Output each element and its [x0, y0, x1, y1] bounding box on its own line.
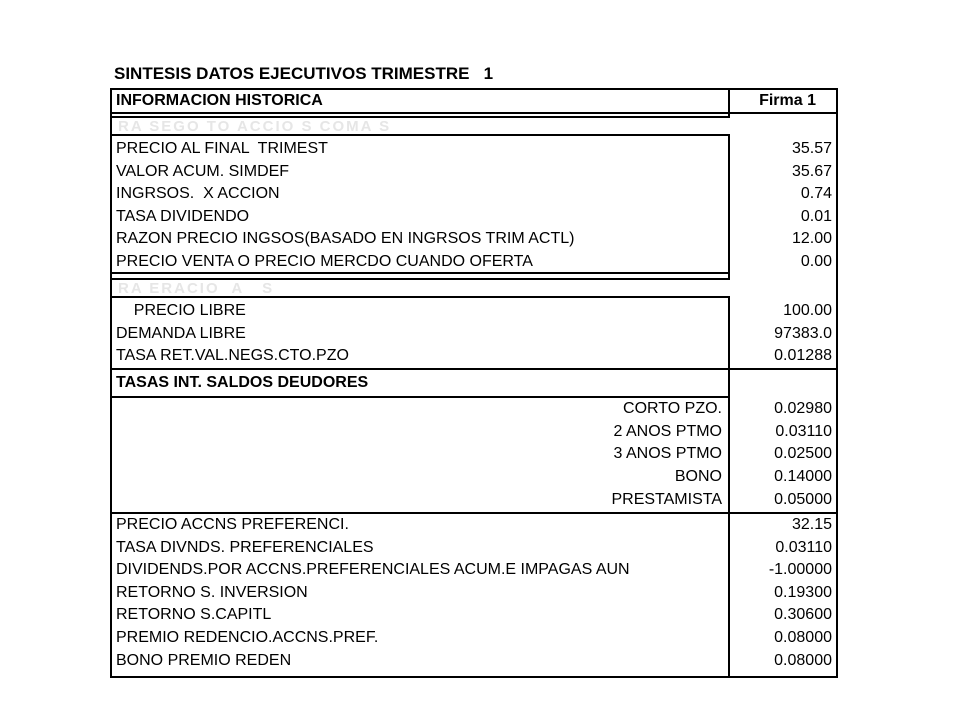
summary-table — [110, 88, 838, 678]
row-label: BONO — [674, 468, 722, 486]
table-row — [112, 466, 836, 488]
table-row — [112, 537, 836, 559]
row-label: PRECIO LIBRE — [116, 302, 246, 319]
row-label: RETORNO S.CAPITL — [116, 606, 272, 624]
band-2-text: RA ERACIO A S — [118, 280, 275, 297]
firm-label: Firma 1 — [759, 92, 816, 109]
table-row — [112, 443, 836, 465]
table-row — [112, 323, 836, 345]
row-label: RAZON PRECIO INGSOS(BASADO EN INGRSOS TRIM ACTL) — [116, 230, 575, 247]
row-label: 3 ANOS PTMO — [613, 445, 722, 463]
row-value: 35.67 — [791, 162, 832, 180]
row-value: 0.01288 — [774, 347, 832, 364]
table-row — [112, 161, 836, 183]
row-value: 35.57 — [791, 140, 832, 157]
row-label: RETORNO S. INVERSION — [116, 583, 308, 601]
row-label: PRECIO VENTA O PRECIO MERCDO CUANDO OFERTA — [116, 252, 533, 270]
table-row — [112, 627, 836, 649]
table-row — [112, 398, 836, 420]
section-band-2 — [112, 278, 730, 298]
table-row — [112, 421, 836, 443]
row-label: 2 ANOS PTMO — [613, 422, 722, 440]
row-value: 0.03110 — [775, 422, 832, 440]
table-row — [112, 206, 836, 228]
row-value: -1.00000 — [768, 561, 832, 579]
table-row — [112, 514, 836, 536]
table-row — [112, 650, 836, 672]
row-label: PRECIO AL FINAL TRIMEST — [116, 140, 328, 157]
table-row — [112, 138, 836, 160]
row-value: 0.02980 — [774, 400, 832, 417]
row-label: PREMIO REDENCIO.ACCNS.PREF. — [116, 629, 379, 646]
rates-header: TASAS INT. SALDOS DEUDORES — [116, 374, 369, 391]
row-label: PRECIO ACCNS PREFERENCI. — [116, 516, 349, 533]
row-value: 0.30600 — [774, 606, 832, 624]
rates-header-row — [112, 372, 836, 394]
row-label: DIVIDENDS.POR ACCNS.PREFERENCIALES ACUM.E IMPAGAS AUN — [116, 561, 630, 579]
row-value: 0.74 — [800, 185, 832, 202]
table-row — [112, 251, 836, 273]
row-label: INGRSOS. X ACCION — [116, 185, 280, 202]
row-label: TASA RET.VAL.NEGS.CTO.PZO — [116, 347, 349, 364]
divider — [112, 368, 836, 370]
page-title: SINTESIS DATOS EJECUTIVOS TRIMESTRE 1 — [114, 64, 494, 83]
row-value: 0.02500 — [774, 445, 832, 463]
row-label: DEMANDA LIBRE — [116, 324, 246, 342]
table-row — [112, 228, 836, 250]
row-label: PRESTAMISTA — [611, 490, 722, 508]
header-row — [112, 90, 836, 112]
row-value: 0.08000 — [774, 629, 832, 646]
row-label: VALOR ACUM. SIMDEF — [116, 162, 290, 180]
table-row — [112, 582, 836, 604]
row-value: 0.05000 — [774, 490, 832, 508]
row-label: BONO PREMIO REDEN — [116, 651, 292, 669]
band-1-text: RA SEGO TO ACCIO S COMA S — [118, 118, 392, 135]
row-value: 97383.0 — [774, 324, 832, 342]
divider — [112, 112, 836, 114]
row-label: TASA DIVNDS. PREFERENCIALES — [116, 538, 374, 556]
row-value: 0.00 — [800, 252, 832, 270]
row-label: TASA DIVIDENDO — [116, 207, 250, 225]
header-label: INFORMACION HISTORICA — [116, 92, 323, 109]
row-value: 0.03110 — [775, 538, 832, 556]
row-value: 0.14000 — [774, 468, 832, 486]
table-row — [112, 604, 836, 626]
table-row — [112, 345, 836, 367]
row-value: 12.00 — [791, 230, 832, 247]
table-row — [112, 300, 836, 322]
section-band-1 — [112, 116, 730, 136]
row-value: 0.19300 — [774, 583, 832, 601]
row-value: 32.15 — [791, 516, 832, 533]
table-row — [112, 183, 836, 205]
row-label: CORTO PZO. — [623, 400, 722, 417]
divider — [112, 272, 730, 274]
row-value: 0.08000 — [774, 651, 832, 669]
row-value: 0.01 — [800, 207, 832, 225]
table-row — [112, 489, 836, 511]
row-value: 100.00 — [783, 302, 832, 319]
table-row — [112, 559, 836, 581]
